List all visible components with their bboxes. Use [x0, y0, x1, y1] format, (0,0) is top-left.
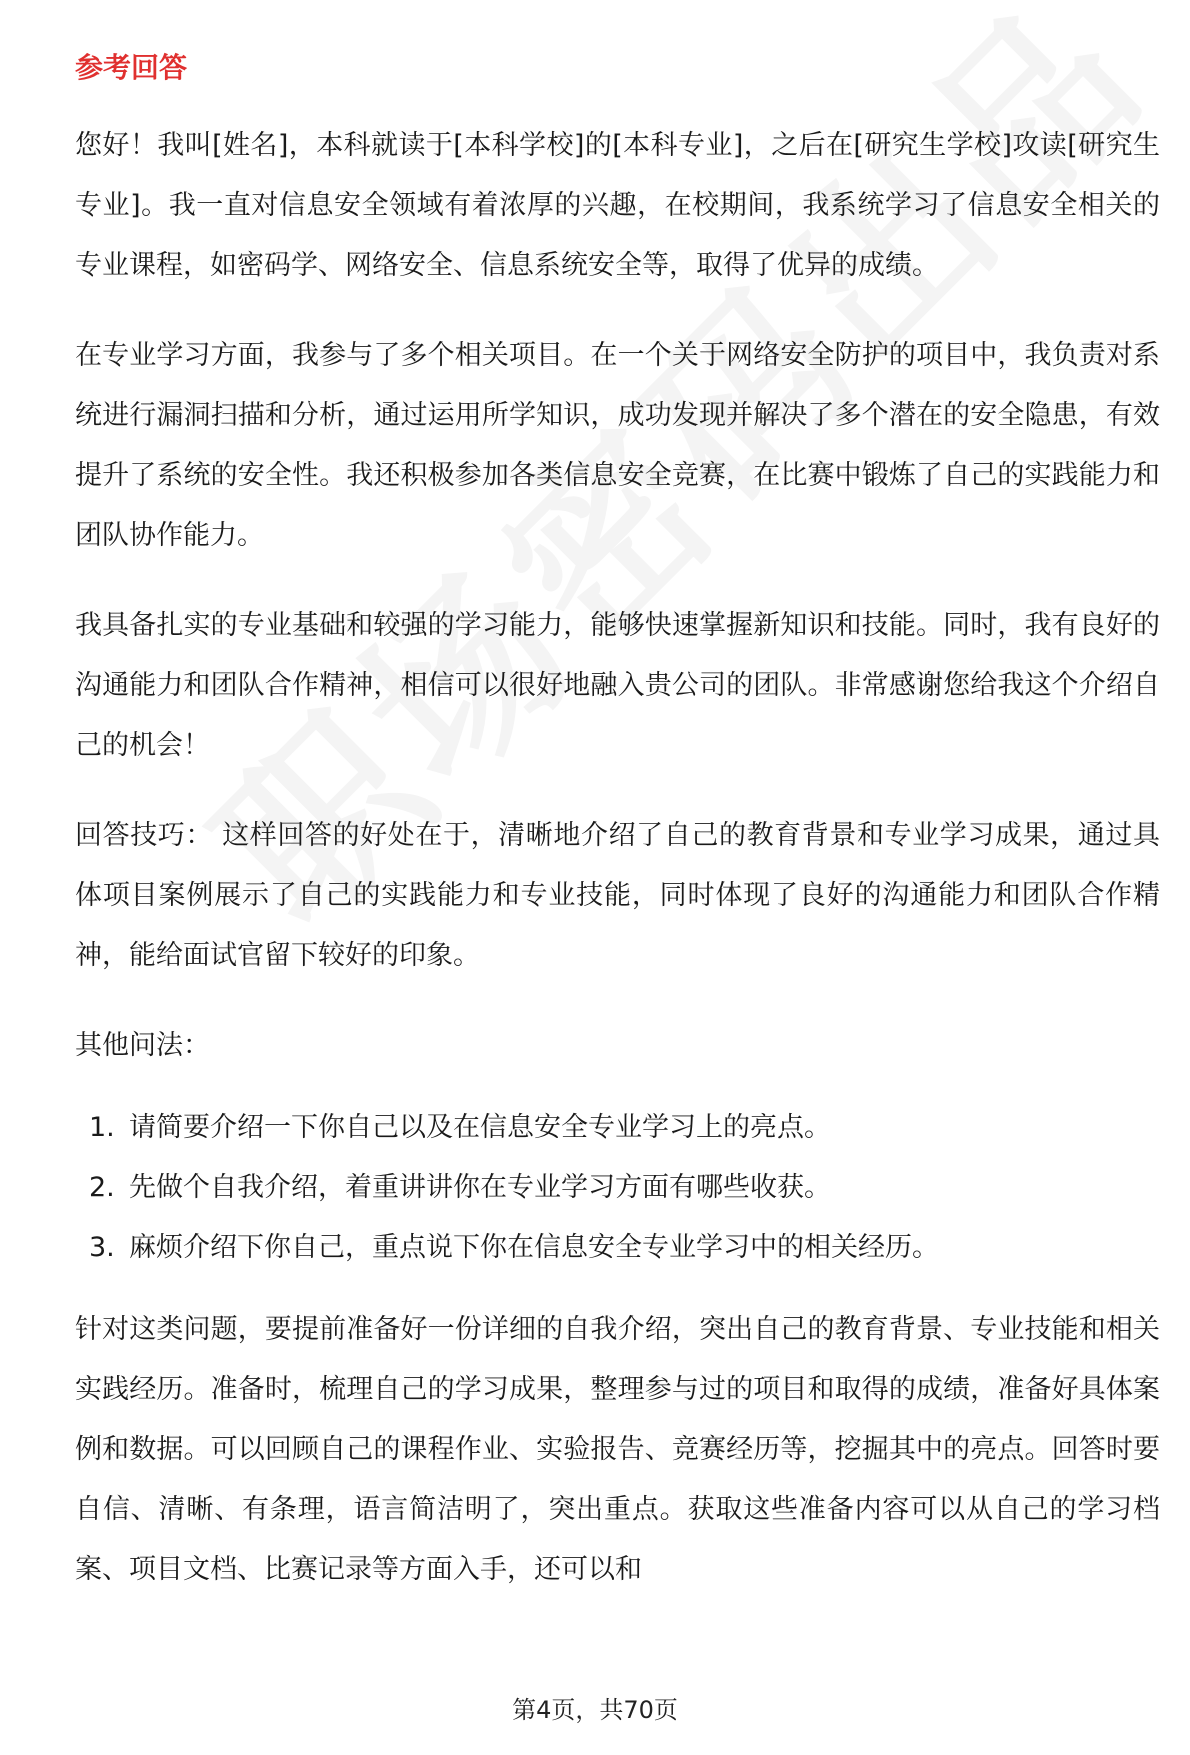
list-item-text: 请简要介绍一下你自己以及在信息安全专业学习上的亮点。	[129, 1112, 831, 1143]
answer-paragraph-projects: 在专业学习方面，我参与了多个相关项目。在一个关于网络安全防护的项目中，我负责对系统进行漏洞扫描和分析，通过运用所学知识，成功发现并解决了多个潜在的安全隐患，有效提升了系统的安全性。我还积极参加各类信息安全竞赛，在比赛中锻炼了自己的实践能力和团队协作能力。	[75, 340, 1160, 551]
list-item-text: 先做个自我介绍，着重讲讲你在专业学习方面有哪些收获。	[129, 1172, 831, 1203]
list-item	[75, 1218, 1160, 1278]
page-number-footer: 第4页，共70页	[512, 1696, 678, 1724]
section-title: 参考回答	[75, 51, 188, 84]
list-item	[75, 1158, 1160, 1218]
list-item-text: 麻烦介绍下你自己，重点说下你在信息安全专业学习中的相关经历。	[129, 1232, 939, 1263]
answer-paragraph-skills: 我具备扎实的专业基础和较强的学习能力，能够快速掌握新知识和技能。同时，我有良好的沟通能力和团队合作精神，相信可以很好地融入贵公司的团队。非常感谢您给我这个介绍自己的机会！	[75, 610, 1160, 761]
list-item-number: 2.	[89, 1172, 115, 1203]
other-questions-heading: 其他问法：	[75, 1030, 210, 1061]
list-item-number: 3.	[89, 1232, 115, 1263]
list-item-number: 1.	[89, 1112, 115, 1143]
answer-paragraph-intro: 您好！我叫[姓名]，本科就读于[本科学校]的[本科专业]，之后在[研究生学校]攻读[研究生专业]。我一直对信息安全领域有着浓厚的兴趣，在校期间，我系统学习了信息安全相关的专业课程，如密码学、网络安全、信息系统安全等，取得了优异的成绩。	[75, 130, 1160, 281]
other-questions-list	[75, 1098, 1160, 1278]
list-item	[75, 1098, 1160, 1158]
preparation-advice-paragraph: 针对这类问题，要提前准备好一份详细的自我介绍，突出自己的教育背景、专业技能和相关实践经历。准备时，梳理自己的学习成果，整理参与过的项目和取得的成绩，准备好具体案例和数据。可以回顾自己的课程作业、实验报告、竞赛经历等，挖掘其中的亮点。回答时要自信、清晰、有条理，语言简洁明了，突出重点。获取这些准备内容可以从自己的学习档案、项目文档、比赛记录等方面入手，还可以和	[75, 1314, 1160, 1585]
answer-tips-paragraph: 回答技巧： 这样回答的好处在于，清晰地介绍了自己的教育背景和专业学习成果，通过具体项目案例展示了自己的实践能力和专业技能，同时体现了良好的沟通能力和团队合作精神，能给面试官留下较好的印象。	[75, 820, 1160, 971]
content-area	[75, 48, 1160, 1630]
